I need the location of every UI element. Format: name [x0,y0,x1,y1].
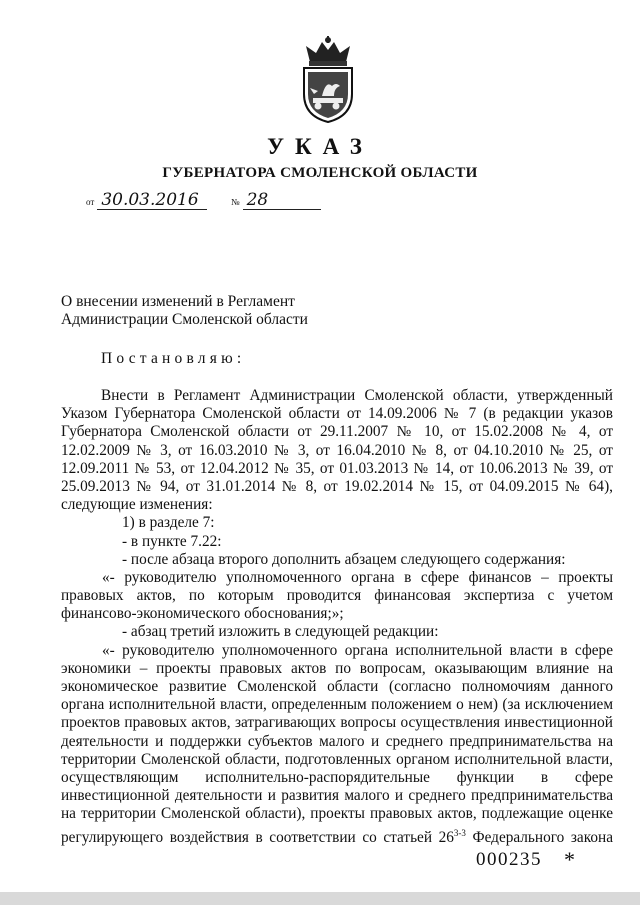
body-line [61,824,613,846]
document-body [61,387,613,846]
document-serial-number: 000235 [476,849,542,870]
subject-line: О внесении изменений в Регламент [61,293,295,310]
number-value: 28 [243,192,321,210]
body-line: Внести в Регламент Администрации Смоленской области, утвержденный [101,387,613,404]
body-line: 12.09.2011 № 53, от 12.04.2012 № 35, от 01.03.2013 № 14, от 10.06.2013 № 39, от [61,459,613,477]
number-block [231,192,321,210]
body-line: на территории Смоленской области), проекты правовых актов, подлежащие оценке [61,805,613,823]
body-line: 12.02.2009 № 3, от 16.03.2010 № 3, от 16.04.2010 № 8, от 04.10.2010 № 25, от [61,441,613,459]
body-text: регулирующего воздействия в соответствии со статьей 26 [61,828,454,846]
decree-word: Постановляю: [101,350,246,367]
body-line: инвестиционной деятельности и развития малого и среднего предпринимательства [61,787,613,805]
list-item: - абзац третий изложить в следующей редакции: [122,623,439,641]
body-line: проектов правовых актов, затрагивающих вопросы осуществления инвестиционной [61,714,613,732]
scan-edge [0,892,640,905]
body-line: следующие изменения: [61,496,213,514]
body-line: Указом Губернатора Смоленской области от 14.09.2006 № 7 (в редакции указов [61,405,613,423]
document-subject [61,293,308,329]
body-line: Губернатора Смоленской области от 29.11.2007 № 10, от 15.02.2008 № 4, от [61,423,613,441]
body-line: экономическое развитие Смоленской области (согласно полномочиям данного [61,678,613,695]
coat-of-arms-emblem [296,36,360,124]
body-line: органа исполнительной власти, определенным положением о нем) (за исключением [61,696,613,714]
body-line: финансово-экономического обоснования;»; [61,605,344,623]
date-block [86,192,207,210]
superscript: 3-3 [453,827,466,838]
body-line: правовых актов, по которым проводится финансовая экспертиза с учетом [61,587,613,605]
body-line: деятельности и поддержки субъектов малого и среднего предпринимательства на [61,732,613,750]
body-line: территории Смоленской области, подготовленных органом исполнительной власти, [61,750,613,768]
subject-line: Администрации Смоленской области [61,311,308,328]
document-subtitle: ГУБЕРНАТОРА СМОЛЕНСКОЙ ОБЛАСТИ [162,165,478,181]
body-line: экономики – проекты правовых актов по вопросам, оказывающим влияние на [61,659,613,677]
date-label: от [86,197,95,207]
serial-star: * [564,847,575,872]
body-line: «- руководителю уполномоченного органа в сфере финансов – проекты [102,568,613,586]
date-value: 30.03.2016 [97,192,207,210]
body-line: осуществляющим исполнительно-распорядительные функции в сфере [61,768,613,786]
document-title: УКАЗ [267,134,373,159]
body-line: «- руководителю уполномоченного органа исполнительной власти в сфере [102,641,613,659]
body-line: 25.09.2013 № 94, от 31.01.2014 № 8, от 19.02.2014 № 15, от 04.09.2015 № 64), [61,477,613,495]
body-text: Федерального закона [465,828,613,846]
list-item: - в пункте 7.22: [122,532,222,550]
number-label: № [231,197,240,207]
list-item: - после абзаца второго дополнить абзацем следующего содержания: [122,550,566,568]
list-item: 1) в разделе 7: [122,514,215,532]
